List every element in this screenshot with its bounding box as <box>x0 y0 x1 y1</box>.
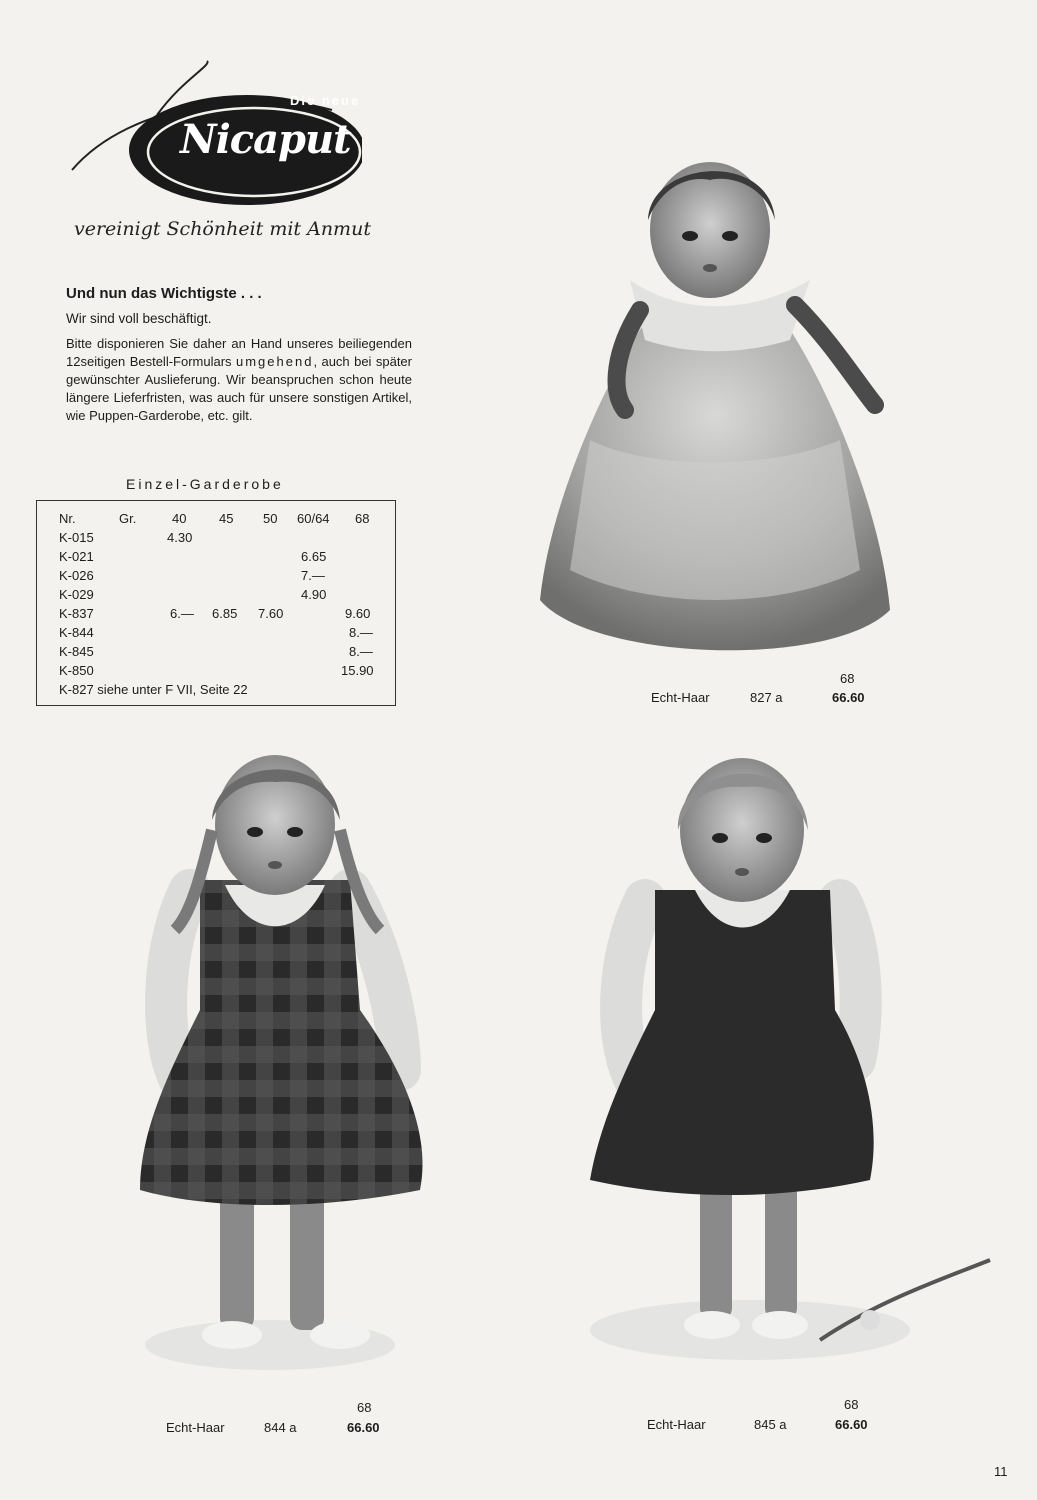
table-row-nr: K-837 <box>59 606 94 621</box>
logo-small-text: Die neue <box>290 93 361 108</box>
table-cell: 9.60 <box>345 606 371 621</box>
table-cell: 8.— <box>349 644 373 659</box>
intro-heading: Und nun das Wichtigste . . . <box>66 285 262 302</box>
paragraph-text-pre: Bitte disponieren Sie daher an Hand unseres beiliegenden 12seitigen Bestell-Formulars <box>66 336 412 369</box>
product-price-845: 66.60 <box>835 1417 868 1432</box>
table-row-nr: K-844 <box>59 625 94 640</box>
table-cell: 8.— <box>349 625 373 640</box>
table-cell: 7.60 <box>258 606 284 621</box>
table-row-nr: K-845 <box>59 644 94 659</box>
paragraph-text-post: , auch bei später gewünschter Auslieferung. Wir beanspruchen schon heute längere Lieferfristen, was auch für unsere sonstigen Artikel, wie Puppen-Garderobe, etc. gilt. <box>66 354 412 423</box>
table-title: Einzel-Garderobe <box>126 476 284 492</box>
product-size-827: 68 <box>840 671 855 686</box>
table-cell: 4.30 <box>167 530 193 545</box>
table-cell: 7.— <box>301 568 325 583</box>
table-row-nr: K-029 <box>59 587 94 602</box>
table-footnote: K-827 siehe unter F VII, Seite 22 <box>59 682 248 697</box>
table-header-68: 68 <box>355 511 370 526</box>
paragraph-emphasis: umgehend <box>235 354 314 369</box>
product-caption-827 <box>651 690 710 705</box>
product-price-827: 66.60 <box>832 690 865 705</box>
table-cell: 15.90 <box>341 663 374 678</box>
intro-subheading: Wir sind voll beschäftigt. <box>66 311 212 326</box>
tagline: vereinigt Schönheit mit Anmut <box>74 218 371 240</box>
table-row-nr: K-021 <box>59 549 94 564</box>
table-cell: 4.90 <box>301 587 327 602</box>
table-header-60-64: 60/64 <box>297 511 330 526</box>
doll-photo-checked-dress <box>120 740 460 1380</box>
table-row-nr: K-026 <box>59 568 94 583</box>
product-number-844: 844 a <box>264 1420 297 1435</box>
table-header-40: 40 <box>172 511 187 526</box>
product-number-845: 845 a <box>754 1417 787 1432</box>
intro-paragraph <box>66 335 412 425</box>
doll-photo-pinafore <box>580 740 1000 1370</box>
product-size-845: 68 <box>844 1397 859 1412</box>
product-price-844: 66.60 <box>347 1420 380 1435</box>
table-cell: 6.65 <box>301 549 327 564</box>
price-table <box>36 500 396 706</box>
table-header-45: 45 <box>219 511 234 526</box>
table-cell: 6.85 <box>212 606 238 621</box>
product-hair-845: Echt-Haar <box>647 1417 706 1432</box>
product-hair: Echt-Haar <box>651 690 710 705</box>
table-header-nr: Nr. <box>59 511 76 526</box>
logo-brand-name: Nicaput <box>180 116 351 163</box>
product-number-827: 827 a <box>750 690 783 705</box>
table-cell: 6.— <box>170 606 194 621</box>
table-row-nr: K-850 <box>59 663 94 678</box>
table-header-50: 50 <box>263 511 278 526</box>
product-size-844: 68 <box>357 1400 372 1415</box>
table-header-gr: Gr. <box>119 511 137 526</box>
brand-logo <box>62 60 362 210</box>
product-hair-844: Echt-Haar <box>166 1420 225 1435</box>
table-row-nr: K-015 <box>59 530 94 545</box>
doll-photo-gown <box>530 140 900 670</box>
page-number: 11 <box>994 1464 1008 1479</box>
